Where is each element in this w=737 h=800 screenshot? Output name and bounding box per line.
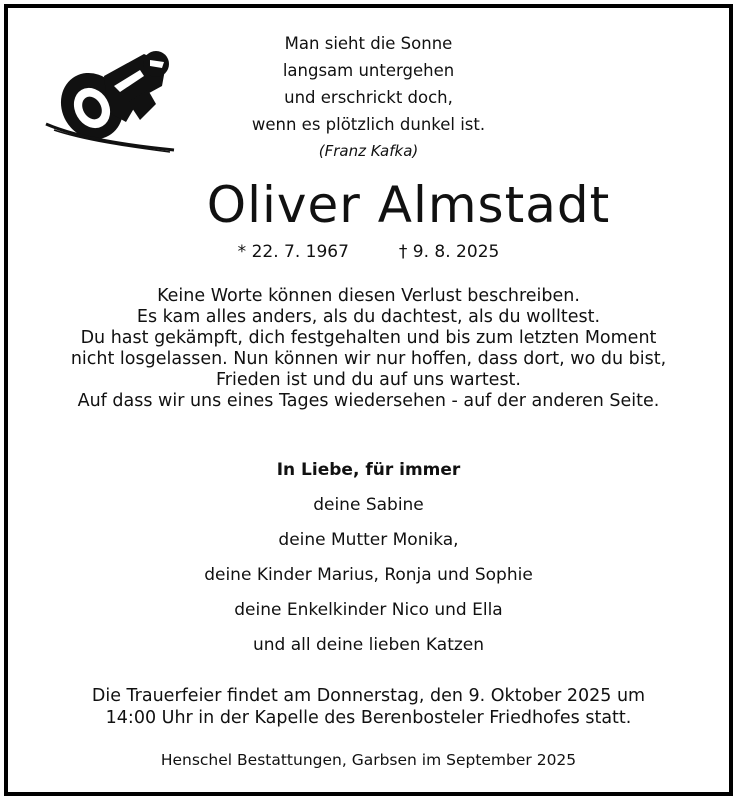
poem-line: langsam untergehen xyxy=(282,61,455,80)
message-line: Frieden ist und du auf uns wartest. xyxy=(216,370,521,390)
message-line: Keine Worte können diesen Verlust beschreiben. xyxy=(157,286,580,306)
poem xyxy=(0,30,737,165)
message-line: nicht losgelassen. Nun können wir nur hoffen, dass dort, wo du bist, xyxy=(70,349,667,369)
family-member: und all deine lieben Katzen xyxy=(252,635,485,655)
poem-line: Man sieht die Sonne xyxy=(284,34,453,53)
birth-date: * 22. 7. 1967 xyxy=(237,242,349,262)
message-line: Auf dass wir uns eines Tages wiedersehen - auf der anderen Seite. xyxy=(77,391,660,411)
poem-line: und erschrickt doch, xyxy=(284,88,453,107)
family-signature xyxy=(0,453,737,663)
service-info xyxy=(0,685,737,729)
family-member: deine Kinder Marius, Ronja und Sophie xyxy=(204,565,533,585)
deceased-name: Oliver Almstadt xyxy=(206,176,611,234)
message xyxy=(0,286,737,412)
service-line: Die Trauerfeier findet am Donnerstag, den 9. Oktober 2025 um xyxy=(91,686,646,706)
family-member: deine Mutter Monika, xyxy=(278,530,459,550)
death-date: † 9. 8. 2025 xyxy=(398,242,500,262)
undertaker-line: Henschel Bestattungen, Garbsen im September 2025 xyxy=(160,751,577,769)
family-member: deine Enkelkinder Nico und Ella xyxy=(234,600,503,620)
family-heading: In Liebe, für immer xyxy=(276,460,461,480)
poem-line: wenn es plötzlich dunkel ist. xyxy=(251,115,486,134)
life-dates xyxy=(0,240,737,264)
message-line: Du hast gekämpft, dich festgehalten und bis zum letzten Moment xyxy=(80,328,657,348)
family-member: deine Sabine xyxy=(313,495,424,515)
service-line: 14:00 Uhr in der Kapelle des Berenbosteler Friedhofes statt. xyxy=(105,708,632,728)
poem-author: (Franz Kafka) xyxy=(318,142,419,160)
message-line: Es kam alles anders, als du dachtest, als du wolltest. xyxy=(136,307,601,327)
